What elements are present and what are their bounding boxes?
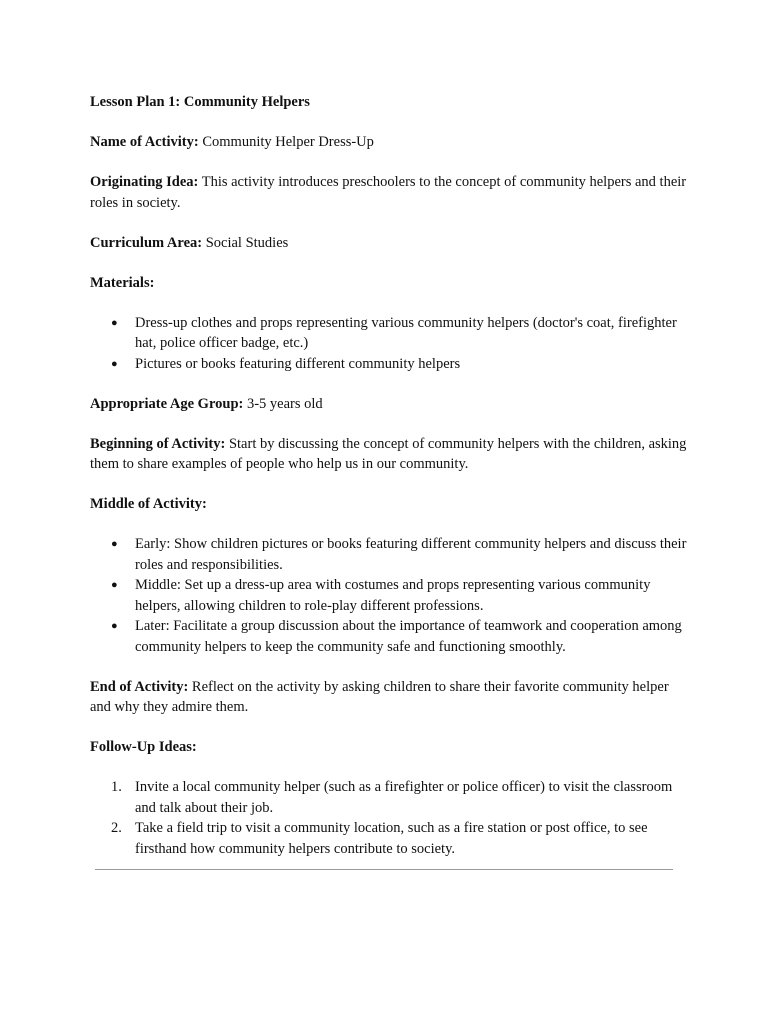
list-item-text: Dress-up clothes and props representing various community helpers (doctor's coat, firefighter hat, police officer badge, etc.) bbox=[135, 314, 677, 351]
originating-idea bbox=[90, 172, 690, 213]
list-item bbox=[111, 818, 690, 859]
end-label: End of Activity: bbox=[90, 678, 189, 695]
document-page bbox=[90, 92, 690, 859]
curriculum-area-value: Social Studies bbox=[202, 234, 289, 251]
curriculum-area-label: Curriculum Area: bbox=[90, 234, 203, 251]
activity-name-label: Name of Activity: bbox=[90, 134, 199, 150]
end-value: Reflect on the activity by asking children to share their favorite community helper and why they admire them. bbox=[90, 678, 669, 715]
list-item bbox=[111, 575, 690, 616]
list-item-text: Invite a local community helper (such as a firefighter or police officer) to visit the classroom and talk about their job. bbox=[135, 779, 673, 816]
materials-heading: Materials: bbox=[90, 274, 155, 291]
middle-list bbox=[90, 534, 690, 657]
age-group-label: Appropriate Age Group: bbox=[90, 395, 244, 412]
bullet-icon: ● bbox=[111, 620, 118, 632]
bullet-icon: ● bbox=[111, 579, 118, 591]
originating-idea-value: This activity introduces preschoolers to the concept of community helpers and their roles in society. bbox=[90, 174, 687, 211]
follow-up-heading: Follow-Up Ideas: bbox=[90, 739, 197, 755]
list-item bbox=[111, 313, 690, 354]
list-item-text: Later: Facilitate a group discussion about the importance of teamwork and cooperation among community helpers to keep the community safe and functioning smoothly. bbox=[135, 618, 682, 655]
list-number: 1. bbox=[111, 779, 122, 795]
list-item bbox=[111, 354, 690, 375]
list-item-text: Pictures or books featuring different community helpers bbox=[135, 355, 461, 372]
horizontal-rule bbox=[95, 869, 673, 870]
list-item bbox=[111, 534, 690, 575]
list-number: 2. bbox=[111, 820, 122, 836]
end-of-activity bbox=[90, 677, 690, 718]
list-item bbox=[111, 616, 690, 657]
beginning-of-activity bbox=[90, 434, 690, 475]
beginning-label: Beginning of Activity: bbox=[90, 435, 226, 452]
bullet-icon: ● bbox=[111, 316, 118, 329]
activity-name-value: Community Helper Dress-Up bbox=[198, 134, 374, 150]
list-item-text: Middle: Set up a dress-up area with costumes and props representing various community helpers, allowing children to role-play different professions. bbox=[135, 577, 651, 614]
age-group-value: 3-5 years old bbox=[243, 395, 323, 412]
list-item bbox=[111, 777, 690, 818]
bullet-icon: ● bbox=[111, 538, 118, 550]
curriculum-area bbox=[90, 233, 690, 254]
materials-list bbox=[90, 313, 690, 375]
middle-heading: Middle of Activity: bbox=[90, 496, 207, 512]
list-item-text: Take a field trip to visit a community location, such as a fire station or post office, to see firsthand how community helpers contribute to society. bbox=[135, 820, 648, 857]
age-group bbox=[90, 394, 690, 415]
beginning-value: Start by discussing the concept of community helpers with the children, asking them to share examples of people who help us in our community. bbox=[90, 435, 687, 472]
bullet-icon: ● bbox=[111, 357, 118, 370]
lesson-title: Lesson Plan 1: Community Helpers bbox=[90, 94, 310, 110]
list-item-text: Early: Show children pictures or books featuring different community helpers and discuss their roles and responsibilities. bbox=[135, 536, 687, 573]
originating-idea-label: Originating Idea: bbox=[90, 174, 199, 190]
follow-up-list bbox=[90, 777, 690, 859]
activity-name bbox=[90, 132, 690, 153]
